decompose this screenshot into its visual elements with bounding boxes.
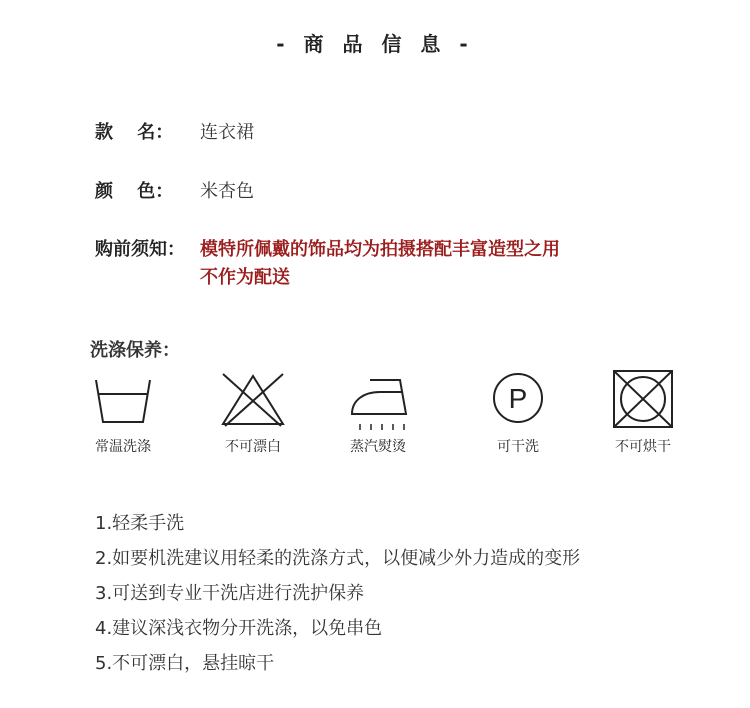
purchase-notice-line-1: 模特所佩戴的饰品均为拍摄搭配丰富造型之用	[200, 239, 560, 260]
care-tips-list	[95, 512, 580, 687]
dry-clean-label: 可干洗	[497, 439, 539, 455]
care-tip: 1.轻柔手洗	[95, 513, 185, 534]
care-tip: 5.不可漂白，悬挂晾干	[95, 653, 275, 674]
steam-iron-label: 蒸汽熨烫	[350, 439, 406, 455]
no-bleach-icon	[203, 370, 303, 428]
purchase-notice-label: 购前须知：	[95, 239, 185, 260]
purchase-notice-text	[200, 236, 560, 292]
product-name-value: 连衣裙	[200, 122, 254, 143]
dry-clean-p-icon	[468, 370, 568, 426]
product-name-label: 款 名：	[95, 122, 174, 143]
product-color-label: 颜 色：	[95, 181, 174, 202]
no-tumble-dry-icon	[593, 370, 693, 428]
steam-iron-icon	[330, 370, 430, 430]
washtub-label: 常温洗涤	[95, 439, 151, 455]
washtub-icon	[73, 370, 173, 426]
dry-clean-symbol: P	[508, 383, 528, 414]
care-tip: 3.可送到专业干洗店进行洗护保养	[95, 583, 365, 604]
no-tumble-dry-label: 不可烘干	[615, 439, 671, 455]
care-tip: 2.如要机洗建议用轻柔的洗涤方式，以便减少外力造成的变形	[95, 548, 581, 569]
care-tip: 4.建议深浅衣物分开洗涤，以免串色	[95, 618, 383, 639]
product-color-value: 米杏色	[200, 181, 254, 202]
purchase-notice-line-2: 不作为配送	[200, 267, 290, 288]
washing-care-title: 洗涤保养：	[90, 340, 180, 361]
section-title: - 商 品 信 息 -	[276, 32, 474, 56]
no-bleach-label: 不可漂白	[225, 439, 281, 455]
